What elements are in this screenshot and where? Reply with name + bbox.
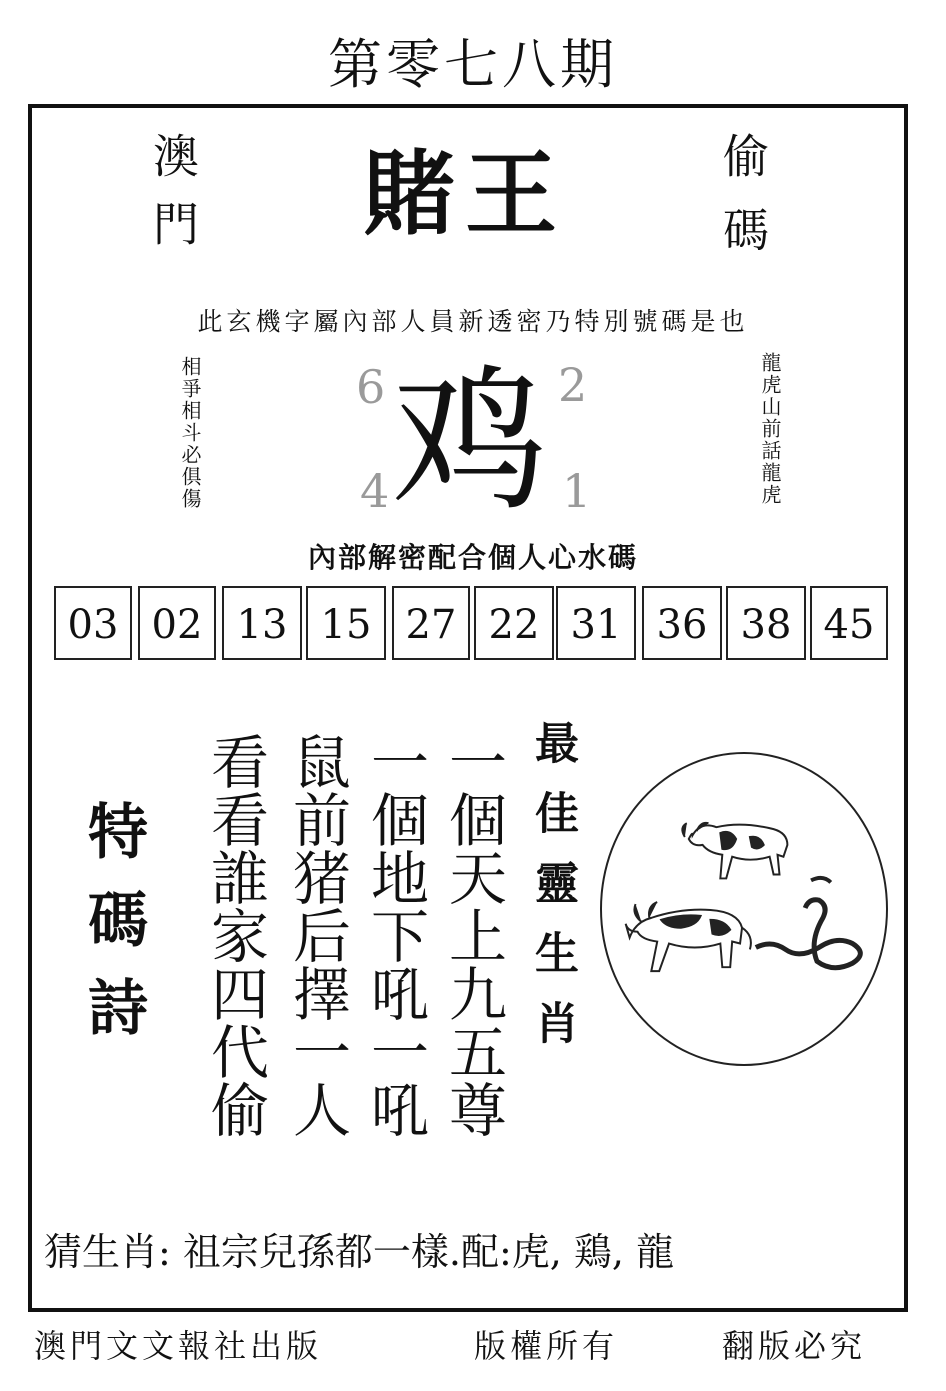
ox-illustration xyxy=(682,823,787,879)
number-box: 45 xyxy=(810,586,888,660)
number-box: 15 xyxy=(306,586,386,660)
side-right-text: 龍虎山前話龍虎 xyxy=(758,352,782,506)
corner-number-bottom-left: 4 xyxy=(360,464,390,518)
left-title: 澳門 xyxy=(146,132,200,268)
snake-illustration xyxy=(756,878,861,968)
poem-line: 看看誰家四代偷 xyxy=(201,732,269,1138)
best-zodiac-label: 最佳靈生肖 xyxy=(527,720,578,1070)
number-box: 22 xyxy=(474,586,554,660)
decode-label: 內部解密配合個人心水碼 xyxy=(307,541,638,574)
number-box: 27 xyxy=(392,586,470,660)
big-character: 鸡 xyxy=(392,350,548,532)
buffalo-illustration xyxy=(626,902,751,971)
number-box: 03 xyxy=(54,586,132,660)
number-box: 02 xyxy=(138,586,216,660)
footer-publisher: 澳門文文報社出版 xyxy=(34,1327,323,1365)
poem-label: 特碼詩 xyxy=(78,800,148,1064)
number-row xyxy=(54,586,890,662)
corner-number-top-left: 6 xyxy=(356,360,386,414)
number-box: 13 xyxy=(222,586,302,660)
guess-zodiac-line: 猜生肖: 祖宗兒孫都一樣.配:虎, 鶏, 龍 xyxy=(44,1230,675,1274)
poem-line: 鼠前猪后擇一人 xyxy=(283,732,351,1138)
issue-title: 第零七八期 xyxy=(328,33,618,96)
poem-line: 一個天上九五尊 xyxy=(439,732,507,1138)
number-box: 38 xyxy=(726,586,806,660)
footer-rights: 版權所有 xyxy=(474,1327,619,1365)
corner-number-bottom-right: 1 xyxy=(562,464,592,518)
zodiac-animals-circle xyxy=(600,752,888,1066)
animals-illustration xyxy=(602,754,886,1064)
poem-line: 一個地下吼一吼 xyxy=(361,732,429,1138)
right-title: 偷碼 xyxy=(716,132,770,280)
subtitle: 此玄機字屬內部人員新透密乃特別號碼是也 xyxy=(197,307,749,336)
number-box: 31 xyxy=(556,586,636,660)
number-box: 36 xyxy=(642,586,722,660)
main-title: 賭王 xyxy=(362,141,567,248)
side-left-text: 相爭相斗必俱傷 xyxy=(178,356,202,510)
footer-piracy: 翻版必究 xyxy=(722,1327,867,1365)
corner-number-top-right: 2 xyxy=(558,358,588,412)
